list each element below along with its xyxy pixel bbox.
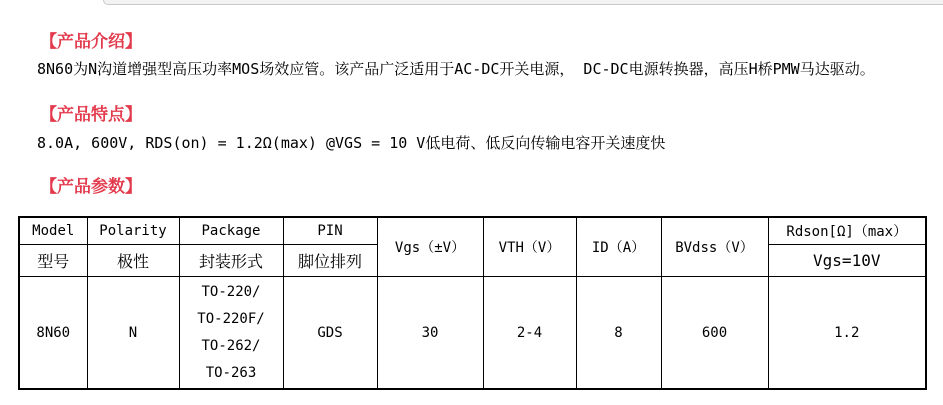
cell-id: 8 bbox=[576, 277, 661, 390]
cell-pin: GDS bbox=[283, 277, 377, 390]
col-header-vgs: Vgs（±V） bbox=[377, 217, 483, 277]
col-header-model-cn: 型号 bbox=[19, 245, 87, 277]
col-header-polarity: Polarity bbox=[87, 217, 179, 245]
package-line: TO-220F/ bbox=[197, 310, 265, 327]
table-header-row-en bbox=[19, 217, 926, 245]
cell-bvdss: 600 bbox=[661, 277, 768, 390]
cell-rdson: 1.2 bbox=[768, 277, 926, 390]
cell-vth: 2-4 bbox=[483, 277, 576, 390]
section-heading-product-features: 【产品特点】 bbox=[40, 105, 142, 125]
table-row bbox=[19, 277, 926, 390]
cell-vgs: 30 bbox=[377, 277, 483, 390]
col-header-package-cn: 封装形式 bbox=[179, 245, 283, 277]
package-line: TO-220/ bbox=[201, 283, 261, 300]
cell-package bbox=[179, 277, 283, 390]
col-header-rdson-condition: Vgs=10V bbox=[768, 245, 926, 277]
col-header-rdson: Rdson[Ω]（max） bbox=[768, 217, 926, 245]
col-header-package: Package bbox=[179, 217, 283, 245]
cell-model: 8N60 bbox=[19, 277, 87, 390]
section-heading-product-params: 【产品参数】 bbox=[40, 177, 142, 197]
package-line: TO-262/ bbox=[201, 337, 261, 354]
col-header-id: ID（A） bbox=[576, 217, 661, 277]
col-header-polarity-cn: 极性 bbox=[87, 245, 179, 277]
top-cutoff-element bbox=[103, 0, 943, 5]
col-header-bvdss: BVdss（V） bbox=[661, 217, 768, 277]
col-header-vth: VTH（V） bbox=[483, 217, 576, 277]
product-intro-text: 8N60为N沟道增强型高压功率MOS场效应管。该产品广泛适用于AC-DC开关电源， DC-DC电源转换器，高压H桥PMW马达驱动。 bbox=[37, 60, 875, 78]
product-params-table bbox=[18, 216, 927, 390]
col-header-pin-cn: 脚位排列 bbox=[283, 245, 377, 277]
section-heading-product-intro: 【产品介绍】 bbox=[40, 32, 142, 52]
product-features-text: 8.0A, 600V, RDS(on) = 1.2Ω(max) @VGS = 10 V低电荷、低反向传输电容开关速度快 bbox=[37, 134, 666, 152]
col-header-pin: PIN bbox=[283, 217, 377, 245]
col-header-model: Model bbox=[19, 217, 87, 245]
cell-polarity: N bbox=[87, 277, 179, 390]
package-line: TO-263 bbox=[205, 364, 257, 381]
